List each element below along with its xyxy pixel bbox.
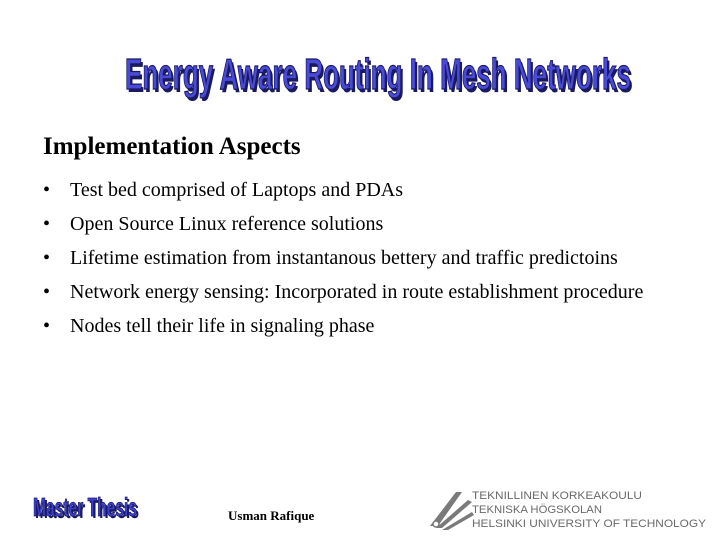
svg-text:HELSINKI UNIVERSITY OF TECHNOL: HELSINKI UNIVERSITY OF TECHNOLOGY (472, 518, 707, 530)
university-emblem-icon (430, 492, 474, 530)
bullet-item: • Network energy sensing: Incorporated in route establishment procedure (43, 278, 683, 307)
bullet-icon: • (43, 179, 51, 201)
svg-text:TEKNISKA HÖGSKOLAN: TEKNISKA HÖGSKOLAN (472, 504, 603, 516)
author-name: Usman Rafique (228, 508, 315, 523)
banner-title (118, 42, 638, 104)
master-thesis-logo (30, 488, 142, 526)
bullet-icon: • (43, 281, 51, 303)
banner-title-text: Energy Aware Routing In Mesh Networks (125, 50, 631, 99)
bullet-item: • Open Source Linux reference solutions (43, 210, 683, 239)
svg-text:Energy Aware Routing In Mesh N: Energy Aware Routing In Mesh Networks (127, 53, 633, 102)
bullet-icon: • (43, 213, 51, 235)
svg-text:Master Thesis: Master Thesis (35, 494, 139, 524)
bullet-item: • Test bed comprised of Laptops and PDAs (43, 176, 683, 205)
bullet-icon: • (43, 315, 51, 337)
bullet-item: • Nodes tell their life in signaling phase (43, 312, 683, 341)
svg-text:Master Thesis: Master Thesis (33, 492, 137, 522)
university-logo (428, 486, 708, 532)
bullet-item: • Lifetime estimation from instantanous bettery and traffic predictoins (43, 244, 683, 273)
bullet-list (43, 176, 683, 346)
slide-heading: Implementation Aspects (43, 133, 301, 160)
bullet-icon: • (43, 247, 51, 269)
svg-text:TEKNILLINEN KORKEAKOULU: TEKNILLINEN KORKEAKOULU (472, 490, 643, 502)
